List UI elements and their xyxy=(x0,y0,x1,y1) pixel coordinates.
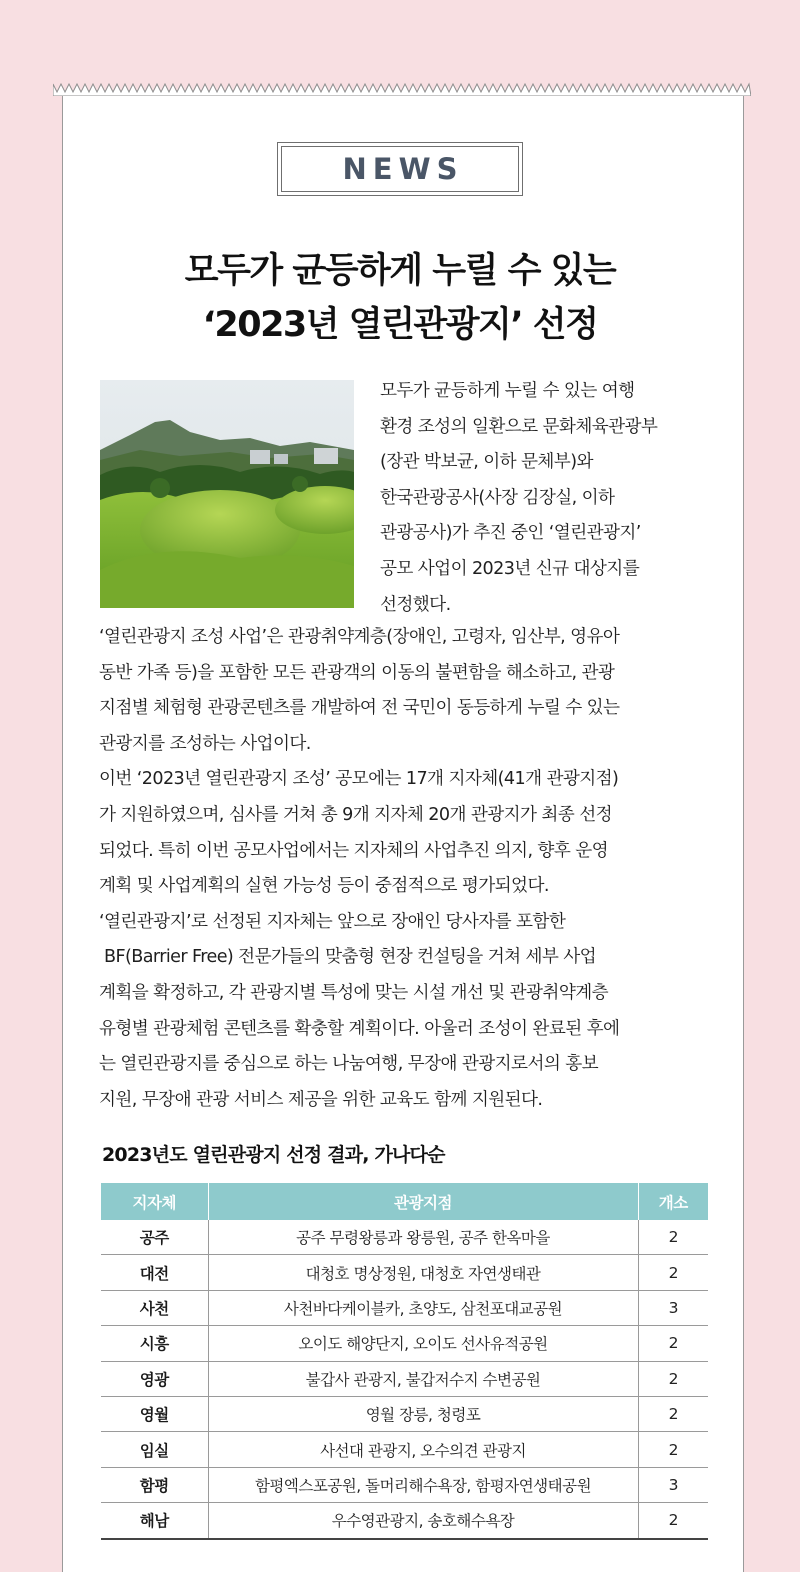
cell-count: 2 xyxy=(638,1326,708,1361)
body-line: 지원, 무장애 관광 서비스 제공을 위한 교육도 함께 지원된다. xyxy=(99,1089,543,1110)
cell-count: 2 xyxy=(638,1432,708,1467)
cell-sites: 불갑사 관광지, 불갑저수지 수변공원 xyxy=(208,1361,638,1396)
cell-region: 대전 xyxy=(101,1255,208,1290)
cell-sites: 함평엑스포공원, 돌머리해수욕장, 함평자연생태공원 xyxy=(208,1467,638,1502)
table-row xyxy=(101,1396,708,1431)
cell-count: 2 xyxy=(638,1255,708,1290)
body-line: 계획 및 사업계획의 실현 가능성 등이 중점적으로 평가되었다. xyxy=(99,876,549,897)
intro-line: 선정했다. xyxy=(380,594,451,615)
cell-count: 2 xyxy=(638,1396,708,1431)
headline-line-1: 모두가 균등하게 누릴 수 있는 xyxy=(184,251,616,291)
table-row xyxy=(101,1467,708,1502)
header-region: 지자체 xyxy=(101,1183,208,1220)
table-row xyxy=(101,1326,708,1361)
body-line: 는 열린관광지를 중심으로 하는 나눔여행, 무장애 관광지로서의 홍보 xyxy=(99,1054,599,1075)
cell-sites: 우수영관광지, 송호해수욕장 xyxy=(208,1503,638,1539)
cell-sites: 사천바다케이블카, 초양도, 삼천포대교공원 xyxy=(208,1290,638,1325)
body-line: ‘열린관광지 조성 사업’은 관광취약계층(장애인, 고령자, 임산부, 영유아 xyxy=(99,627,620,647)
body-line: 유형별 관광체험 콘텐츠를 확충할 계획이다. 아울러 조성이 완료된 후에 xyxy=(99,1018,620,1039)
headline-line-2: ‘2023년 열린관광지’ 선정 xyxy=(202,305,598,345)
cell-region: 공주 xyxy=(101,1220,208,1255)
table-row xyxy=(101,1255,708,1290)
intro-line: 한국관광공사(사장 김장실, 이하 xyxy=(380,487,615,508)
body-line: 가 지원하였으며, 심사를 거쳐 총 9개 지자체 20개 관광지가 최종 선정 xyxy=(99,804,612,825)
cell-count: 2 xyxy=(638,1503,708,1539)
table-row xyxy=(101,1361,708,1396)
cell-sites: 영월 장릉, 청령포 xyxy=(208,1396,638,1431)
table-row xyxy=(101,1432,708,1467)
table-row xyxy=(101,1503,708,1539)
body-line: BF(Barrier Free) 전문가들의 맞춤형 현장 컨설팅을 거쳐 세부 사업 xyxy=(99,947,597,968)
cell-region: 영월 xyxy=(101,1396,208,1431)
cell-region: 해남 xyxy=(101,1503,208,1539)
cell-sites: 공주 무령왕릉과 왕릉원, 공주 한옥마을 xyxy=(208,1220,638,1255)
cell-count: 2 xyxy=(638,1361,708,1396)
body-line: 이번 ‘2023년 열린관광지 조성’ 공모에는 17개 지자체(41개 관광지점) xyxy=(99,769,619,790)
cell-count: 2 xyxy=(638,1220,708,1255)
landscape-photo-burial-mounds-icon xyxy=(100,380,354,608)
cell-count: 3 xyxy=(638,1290,708,1325)
results-table xyxy=(101,1183,708,1540)
intro-line: (장관 박보균, 이하 문체부)와 xyxy=(380,452,593,473)
intro-line: 환경 조성의 일환으로 문화체육관광부 xyxy=(380,416,658,437)
news-badge-label: NEWS xyxy=(342,152,464,186)
cell-count: 3 xyxy=(638,1467,708,1502)
cell-region: 함평 xyxy=(101,1467,208,1502)
table-title: 2023년도 열린관광지 선정 결과, 가나다순 xyxy=(102,1144,445,1166)
body-line: 동반 가족 등)을 포함한 모든 관광객의 이동의 불편함을 해소하고, 관광 xyxy=(99,662,615,683)
body-line: 되었다. 특히 이번 공모사업에서는 지자체의 사업추진 의지, 향후 운영 xyxy=(99,840,609,861)
intro-line: 관광공사)가 추진 중인 ‘열린관광지’ xyxy=(380,523,641,544)
body-line: 관광지를 조성하는 사업이다. xyxy=(99,733,311,754)
cell-sites: 대청호 명상정원, 대청호 자연생태관 xyxy=(208,1255,638,1290)
intro-line: 공모 사업이 2023년 신규 대상지를 xyxy=(380,558,640,579)
intro-line: 모두가 균등하게 누릴 수 있는 여행 xyxy=(380,381,635,401)
cell-region: 시흥 xyxy=(101,1326,208,1361)
cell-region: 사천 xyxy=(101,1290,208,1325)
news-badge xyxy=(277,142,523,196)
cell-region: 영광 xyxy=(101,1361,208,1396)
table-row xyxy=(101,1220,708,1255)
cell-sites: 오이도 해양단지, 오이도 선사유적공원 xyxy=(208,1326,638,1361)
table-header-row xyxy=(101,1183,708,1220)
body-line: 계획을 확정하고, 각 관광지별 특성에 맞는 시설 개선 및 관광취약계층 xyxy=(99,982,609,1003)
table-row xyxy=(101,1290,708,1325)
header-sites: 관광지점 xyxy=(208,1183,638,1220)
header-count: 개소 xyxy=(638,1183,708,1220)
cell-sites: 사선대 관광지, 오수의견 관광지 xyxy=(208,1432,638,1467)
body-line: 지점별 체험형 관광콘텐츠를 개발하여 전 국민이 동등하게 누릴 수 있는 xyxy=(99,698,620,719)
paper-zigzag-edge xyxy=(53,82,751,96)
body-line: ‘열린관광지’로 선정된 지자체는 앞으로 장애인 당사자를 포함한 xyxy=(99,911,566,932)
cell-region: 임실 xyxy=(101,1432,208,1467)
